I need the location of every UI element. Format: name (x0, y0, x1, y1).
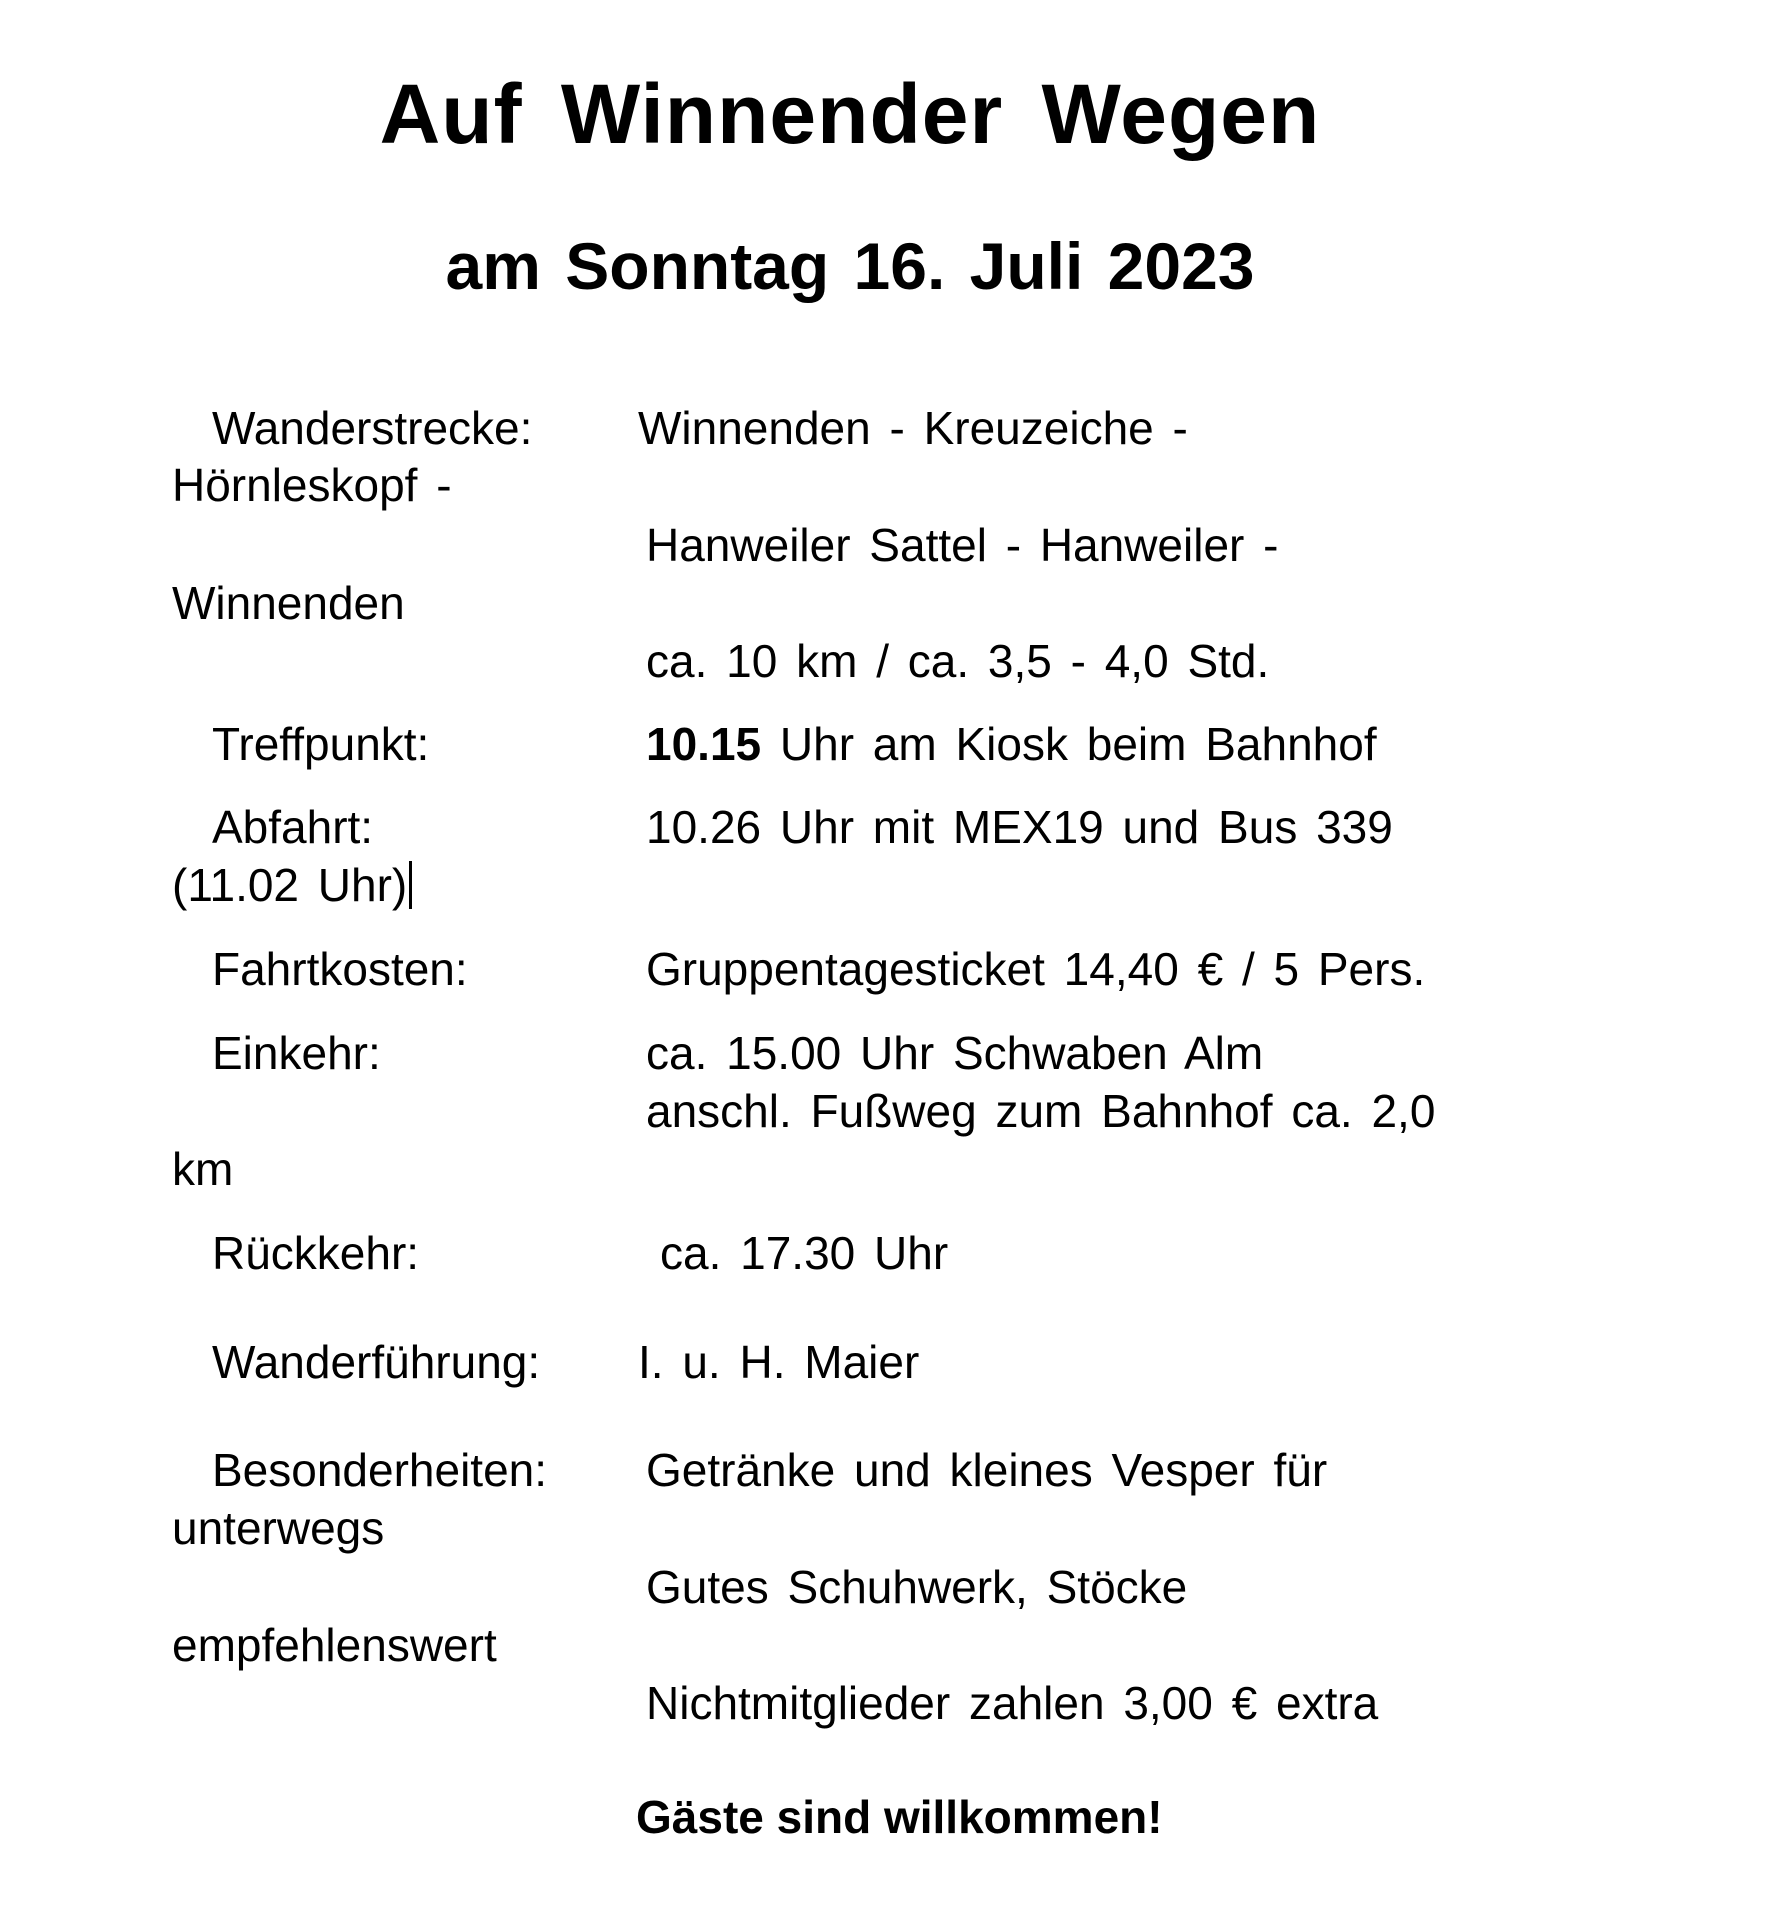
closing-note: Gäste sind willkommen! (636, 1791, 1163, 1843)
einkehr-line-2: anschl. Fußweg zum Bahnhof ca. 2,0 (646, 1085, 1436, 1137)
einkehr-label: Einkehr: (212, 1027, 381, 1079)
abfahrt-wrap-line[interactable] (172, 858, 412, 912)
besonderheiten-line-1: Getränke und kleines Vesper für (646, 1444, 1328, 1496)
besonderheiten-wrap-2: empfehlenswert (172, 1619, 497, 1671)
abfahrt-wrap-text: (11.02 Uhr) (172, 859, 408, 911)
text-cursor (409, 861, 412, 909)
wanderstrecke-wrap-2: Winnenden (172, 577, 405, 629)
einkehr-line-1: ca. 15.00 Uhr Schwaben Alm (646, 1027, 1264, 1079)
rueckkehr-label: Rückkehr: (212, 1227, 420, 1279)
treffpunkt-place: Uhr am Kiosk beim Bahnhof (761, 718, 1377, 770)
wanderfuehrung-value: I. u. H. Maier (638, 1336, 920, 1388)
fahrtkosten-value: Gruppentagesticket 14,40 € / 5 Pers. (646, 943, 1426, 995)
besonderheiten-line-2: Gutes Schuhwerk, Stöcke (646, 1561, 1188, 1613)
rueckkehr-value: ca. 17.30 Uhr (660, 1227, 949, 1279)
treffpunkt-time: 10.15 (646, 718, 762, 770)
wanderstrecke-line-2: Hanweiler Sattel - Hanweiler - (646, 519, 1279, 571)
page-title: Auf Winnender Wegen (379, 67, 1321, 161)
wanderstrecke-line-1: Winnenden - Kreuzeiche - (638, 402, 1188, 454)
wanderfuehrung-label: Wanderführung: (212, 1336, 541, 1388)
treffpunkt-value (646, 717, 1377, 771)
besonderheiten-wrap-1: unterwegs (172, 1502, 385, 1554)
event-date: am Sonntag 16. Juli 2023 (445, 229, 1255, 303)
abfahrt-value: 10.26 Uhr mit MEX19 und Bus 339 (646, 801, 1393, 853)
wanderstrecke-label: Wanderstrecke: (212, 402, 533, 454)
besonderheiten-label: Besonderheiten: (212, 1444, 548, 1496)
wanderstrecke-line-3: ca. 10 km / ca. 3,5 - 4,0 Std. (646, 635, 1270, 687)
wanderstrecke-wrap-1: Hörnleskopf - (172, 459, 452, 511)
besonderheiten-line-3: Nichtmitglieder zahlen 3,00 € extra (646, 1677, 1379, 1729)
einkehr-wrap: km (172, 1143, 234, 1195)
fahrtkosten-label: Fahrtkosten: (212, 943, 468, 995)
treffpunkt-label: Treffpunkt: (212, 718, 430, 770)
abfahrt-label: Abfahrt: (212, 801, 374, 853)
